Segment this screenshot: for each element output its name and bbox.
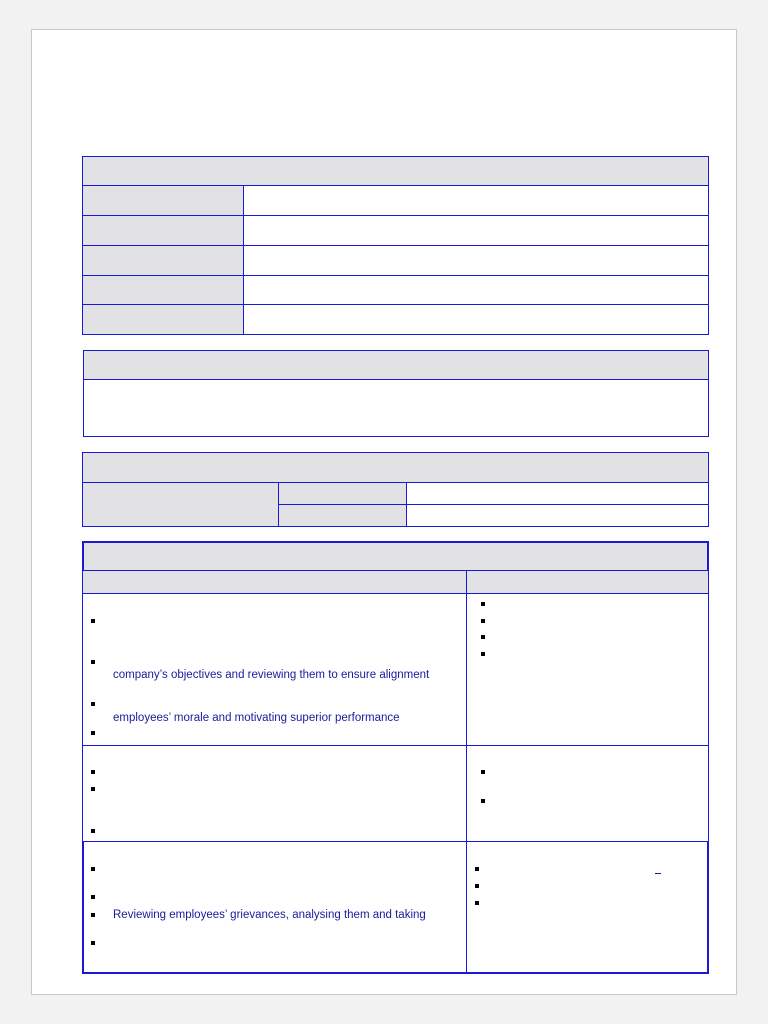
bullet-icon — [475, 884, 479, 888]
bullet-icon — [481, 652, 485, 656]
document-page — [31, 29, 737, 995]
bullet-icon — [91, 619, 95, 623]
job-purpose-body — [83, 379, 709, 437]
bullet-icon — [91, 787, 95, 791]
job-details-table — [32, 30, 738, 370]
job-details-value-1 — [243, 185, 709, 216]
bullet-icon — [91, 731, 95, 735]
job-details-value-2 — [243, 215, 709, 246]
bullet-icon — [481, 602, 485, 606]
job-details-header — [82, 156, 709, 187]
responsibilities-row-2-left — [82, 745, 468, 843]
bullet-icon — [481, 799, 485, 803]
responsibilities-row-2-right — [466, 745, 709, 843]
reporting-sublabel-2 — [278, 504, 407, 527]
responsibility-text-3: Reviewing employees’ grievances, analysing them and taking — [113, 909, 426, 921]
bullet-icon — [481, 635, 485, 639]
responsibility-text-2: employees’ morale and motivating superior performance — [113, 712, 400, 724]
dash-mark — [655, 873, 661, 874]
responsibilities-row-3-left — [82, 841, 468, 974]
responsibilities-row-1-right — [466, 593, 709, 747]
job-details-label-2 — [82, 215, 245, 246]
bullet-icon — [475, 867, 479, 871]
bullet-icon — [91, 702, 95, 706]
reporting-value-2 — [406, 504, 709, 527]
bullet-icon — [91, 829, 95, 833]
job-details-value-4 — [243, 275, 709, 306]
bullet-icon — [475, 901, 479, 905]
bullet-icon — [91, 895, 95, 899]
bullet-icon — [481, 619, 485, 623]
job-details-value-3 — [243, 245, 709, 276]
responsibilities-row-3-right — [466, 841, 709, 974]
job-purpose-header — [83, 350, 709, 381]
reporting-header — [82, 452, 709, 483]
reporting-label — [82, 482, 279, 527]
job-details-label-5 — [82, 304, 245, 335]
bullet-icon — [91, 660, 95, 664]
responsibilities-header — [82, 541, 709, 572]
reporting-value-1 — [406, 482, 709, 505]
bullet-icon — [91, 941, 95, 945]
responsibility-text-1: company’s objectives and reviewing them to ensure alignment — [113, 669, 430, 681]
job-details-label-1 — [82, 185, 245, 216]
responsibilities-row-1-left — [82, 593, 468, 747]
job-details-label-3 — [82, 245, 245, 276]
reporting-sublabel-1 — [278, 482, 407, 505]
responsibilities-col-left-header — [82, 570, 468, 595]
responsibilities-col-right-header — [466, 570, 709, 595]
job-details-label-4 — [82, 275, 245, 306]
bullet-icon — [91, 770, 95, 774]
job-details-value-5 — [243, 304, 709, 335]
bullet-icon — [91, 867, 95, 871]
bullet-icon — [481, 770, 485, 774]
bullet-icon — [91, 913, 95, 917]
